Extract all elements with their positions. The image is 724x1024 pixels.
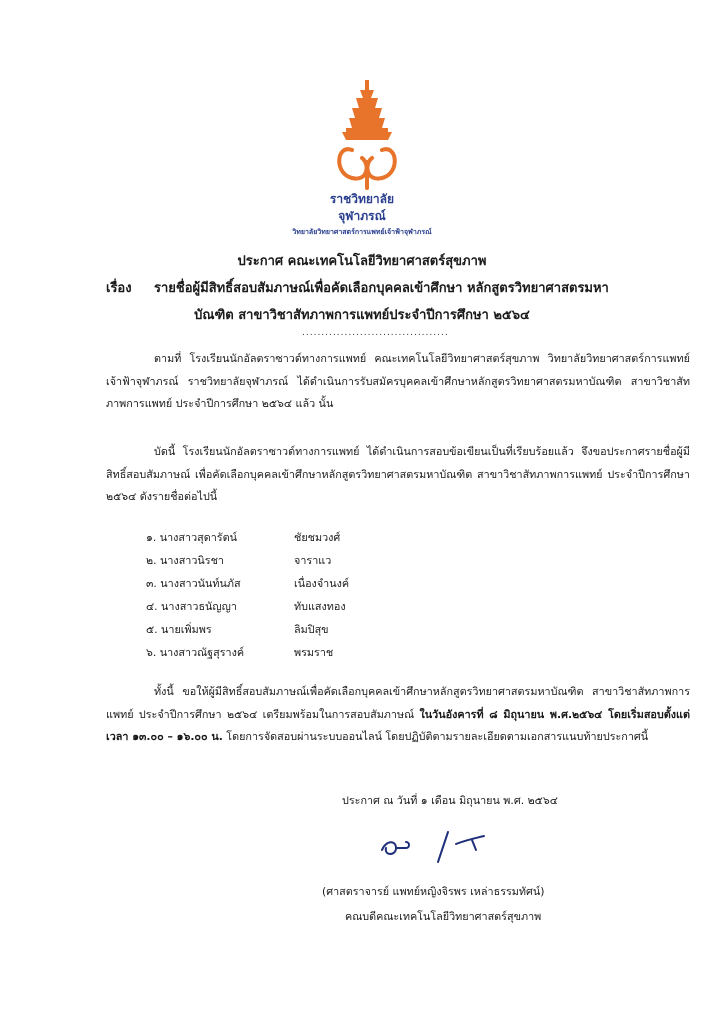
candidate-surname: เนื่องจำนงค์ (294, 577, 350, 590)
candidate-surname: พรมราช (294, 646, 334, 659)
signer-name: (ศาสตราจารย์ แพทย์หญิงจิรพร เหล่าธรรมทัศน์) (322, 885, 545, 898)
list-item (146, 572, 349, 595)
institution-name-line1: ราชวิทยาลัย (329, 192, 395, 206)
announcement-date: ประกาศ ณ วันที่ ๑ เดือน มิถุนายน พ.ศ. ๒๕๖๔ (342, 794, 558, 807)
candidate-surname: ชัยชมวงศ์ (294, 531, 341, 544)
candidate-surname: จาราแว (294, 554, 332, 567)
subject-line2: บัณฑิต สาขาวิชาสัทภาพการแพทย์ประจำปีการศึกษา ๒๕๖๔ (194, 308, 530, 323)
candidate-name: ๔. นางสาวธนัญญา (146, 600, 237, 613)
interview-date-text: ในวันอังคารที่ ๘ มิถุนายน พ.ศ.๒๕๖๔ โดยเริ่มสอบตั้งแต่เวลา ๑๓.๐๐ – ๑๖.๐๐ น. (106, 707, 690, 743)
candidate-list (146, 526, 349, 664)
signature-icon (376, 826, 506, 866)
paragraph-1-text: ตามที่ โรงเรียนนักอัลตราซาวด์ทางการแพทย์ คณะเทคโนโลยีวิทยาศาสตร์สุขภาพ วิทยาลัยวิทยาศาสตร์การแพทย์เจ้าฟ้าจุฬาภรณ์ ราชวิทยาลัยจุฬาภรณ์ ได้ดำเนินการรับสมัครบุคคลเข้าศึกษาหลักสูตรวิทยาศาสตรมหาบัณฑิต สาขาวิชาสัทภาพการแพทย์ ประจำปีการศึกษา ๒๕๖๔ แล้ว นั้น (106, 352, 690, 410)
candidate-surname: ลิมปิสุข (294, 623, 329, 636)
institution-logo-icon (322, 78, 412, 198)
subject-line1: รายชื่อผู้มีสิทธิ์สอบสัมภาษณ์เพื่อคัดเลือกบุคคลเข้าศึกษา หลักสูตรวิทยาศาสตรมหา (154, 281, 609, 296)
paragraph-3-text: ทั้งนี้ ขอให้ผู้มีสิทธิ์สอบสัมภาษณ์เพื่อคัดเลือกบุคคลเข้าศึกษาหลักสูตรวิทยาศาสตรมหาบัณฑิต สาขาวิชาสัทภาพการแพทย์ ประจำปีการศึกษา ๒๕๖๔ เตรียมพร้อมในการสอบสัมภาษณ์ (106, 685, 690, 721)
paragraph-2-text: บัดนี้ โรงเรียนนักอัลตราซาวด์ทางการแพทย์ ได้ดำเนินการสอบข้อเขียนเป็นที่เรียบร้อยแล้ว จึงขอประกาศรายชื่อผู้มีสิทธิ์สอบสัมภาษณ์ เพื่อคัดเลือกบุคคลเข้าศึกษาหลักสูตรวิทยาศาสตรมหาบัณฑิต สาขาวิชาสัทภาพการแพทย์ ประจำปีการศึกษา ๒๕๖๔ ดังรายชื่อต่อไปนี้ (106, 445, 690, 503)
paragraph-3-end: โดยการจัดสอบผ่านระบบออนไลน์ โดยปฏิบัติตามรายละเอียดตามเอกสารแนบท้ายประกาศนี้ (226, 730, 649, 743)
candidate-name: ๓. นางสาวนันท์นภัส (146, 577, 241, 590)
separator-dotline: ...................................... (302, 328, 449, 338)
list-item (146, 549, 349, 572)
candidate-surname: ทับแสงทอง (294, 600, 346, 613)
list-item (146, 595, 349, 618)
list-item (146, 641, 349, 664)
subject-label: เรื่อง (106, 281, 132, 296)
institution-name-line3: วิทยาลัยวิทยาศาสตร์การแพทย์เจ้าฟ้าจุฬาภรณ์ (292, 228, 432, 236)
candidate-name: ๖. นางสาวณัฐสุรางค์ (146, 646, 245, 659)
list-item (146, 526, 349, 549)
list-item (146, 618, 349, 641)
institution-name-line2: จุฬาภรณ์ (338, 209, 386, 223)
paragraph-3 (106, 681, 690, 749)
candidate-name: ๑. นางสาวสุดารัตน์ (146, 531, 238, 544)
signer-position: คณบดีคณะเทคโนโลยีวิทยาศาสตร์สุขภาพ (345, 910, 542, 923)
paragraph-1 (106, 348, 690, 416)
paragraph-2 (106, 441, 690, 509)
announcement-title: ประกาศ คณะเทคโนโลยีวิทยาศาสตร์สุขภาพ (237, 254, 487, 269)
candidate-name: ๕. นายเพิ่มพร (146, 623, 212, 636)
candidate-name: ๒. นางสาวนิรชา (146, 554, 224, 567)
